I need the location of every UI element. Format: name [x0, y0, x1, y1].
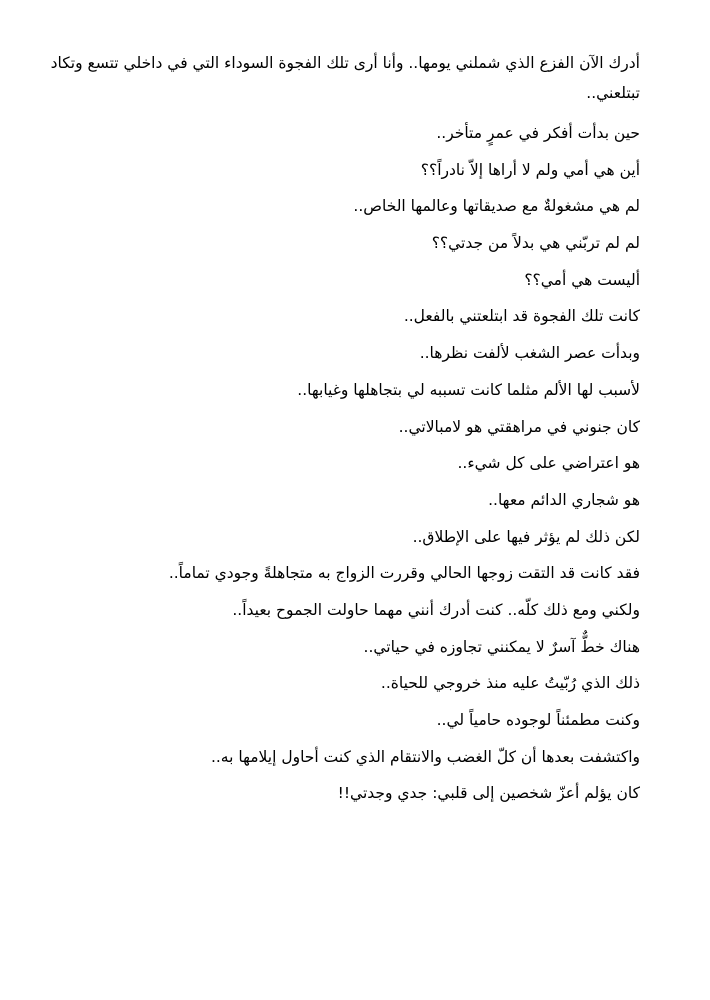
text-line: ذلك الذي رُبّيتُ عليه منذ خروجي للحياة..	[380, 674, 640, 693]
text-line: هو اعتراضي على كل شيء..	[457, 454, 640, 473]
text-line: وبدأت عصر الشغب لألفت نظرها..	[419, 344, 640, 363]
text-line: كان جنوني في مراهقتي هو لامبالاتي..	[398, 417, 640, 436]
document-body	[40, 48, 670, 812]
paragraph-spacer	[40, 108, 670, 115]
text-line: حين بدأت أفكر في عمرٍ متأخر..	[436, 124, 640, 142]
text-line: لأسبب لها الألم مثلما كانت تسببه لي بتجاهلها وغيابها..	[297, 380, 640, 399]
opening-paragraph: أدرك الآن الفزع الذي شملني يومها.. وأنا أرى تلك الفجوة السوداء التي في داخلي تتسع وتكاد تبتلعني..	[50, 54, 640, 102]
text-line: وكنت مطمئناً لوجوده حامياً لي..	[436, 711, 640, 729]
text-line: فقد كانت قد التقت زوجها الحالي وقررت الزواج به متجاهلةً وجودي تماماً..	[168, 564, 640, 583]
text-line: كانت تلك الفجوة قد ابتلعتني بالفعل..	[403, 307, 640, 326]
text-line: لم هي مشغولةٌ مع صديقاتها وعالمها الخاص..	[353, 197, 640, 216]
text-line: أليست هي أمي؟؟	[524, 270, 640, 289]
text-line: لكن ذلك لم يؤثر فيها على الإطلاق..	[412, 527, 640, 546]
text-line: واكتشفت بعدها أن كلّ الغضب والانتقام الذي كنت أحاول إيلامها به..	[210, 747, 640, 766]
text-line: ولكني ومع ذلك كلّه.. كنت أدرك أنني مهما حاولت الجموح بعيداً..	[232, 600, 640, 619]
text-line: أين هي أمي ولم لا أراها إلاّ نادراً؟؟	[420, 160, 640, 179]
text-line: لم لم تربّني هي بدلاً من جدتي؟؟	[431, 234, 640, 253]
text-line: هو شجاري الدائم معها..	[488, 490, 640, 509]
text-line: هناك خطٌّ آسرٌ لا يمكنني تجاوزه في حياتي..	[363, 637, 640, 656]
text-line: كان يؤلم أعزّ شخصين إلى قلبي: جدي وجدتي!!	[337, 784, 640, 803]
